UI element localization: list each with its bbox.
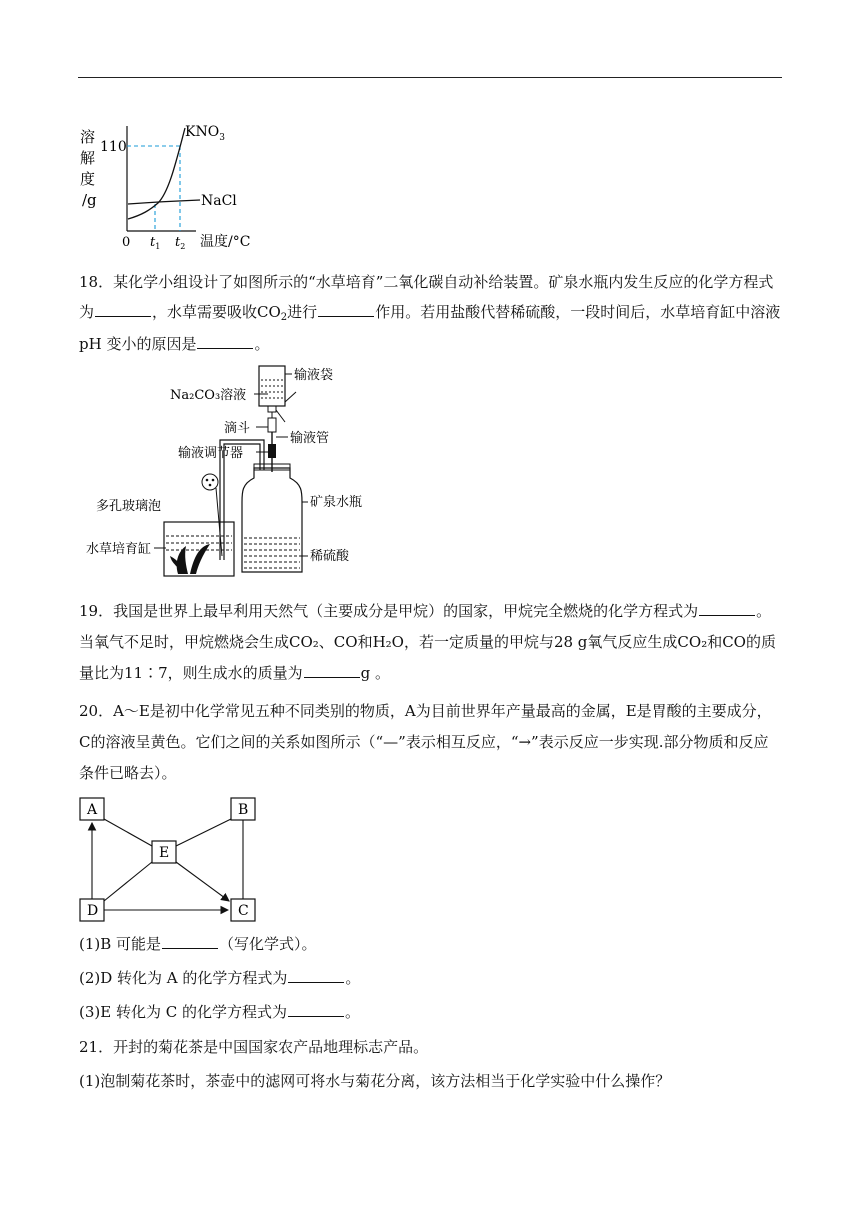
- q18-line2-d: 作用。若用盐酸代替稀硫酸，一段时间后，水草培育缸中溶液: [375, 303, 781, 321]
- q18-sub: 2: [280, 312, 288, 323]
- node-a: A: [87, 802, 98, 818]
- answer-blank: [318, 302, 374, 317]
- q18-line3: [79, 334, 269, 354]
- q19-line1-b: 。: [756, 602, 772, 620]
- y-tick-110: 110: [100, 139, 127, 155]
- q20-sub2-b: 。: [345, 969, 361, 987]
- q18-line2-c: 进行: [287, 303, 318, 321]
- q20-line1: 20．A～E是初中化学常见五种不同类别的物质，A为目前世界年产量最高的金属，E是胃酸的主要成分，: [79, 702, 772, 720]
- x-axis-label: 温度/°C: [200, 234, 251, 250]
- t2-label: $t_2$: [175, 235, 186, 251]
- q20-line2: C的溶液呈黄色。它们之间的关系如图所示（“—”表示相互反应，“→”表示反应一步实现.部分物质和反应: [79, 733, 769, 751]
- nacl-curve: [128, 200, 200, 204]
- answer-blank: [304, 663, 360, 678]
- q20-sub1-b: （写化学式）。: [219, 935, 317, 953]
- label-tube: 输液管: [290, 431, 330, 446]
- answer-blank: [95, 302, 151, 317]
- label-regulator: 输液调节器: [178, 446, 244, 461]
- y-label-char-2: 解: [80, 149, 96, 167]
- kno3-curve: [128, 128, 185, 219]
- header-rule: [78, 77, 782, 78]
- node-b: B: [238, 802, 249, 818]
- label-bubble: 多孔玻璃泡: [96, 499, 162, 514]
- q18-line2-b: ，水草需要吸收CO: [152, 303, 281, 321]
- porous-glass-bubble: [202, 474, 218, 490]
- label-iv-bag: 输液袋: [294, 368, 334, 383]
- solubility-chart: [76, 118, 276, 253]
- answer-blank: [197, 334, 253, 349]
- q19-line2: 当氧气不足时，甲烷燃烧会生成CO₂、CO和H₂O，若一定质量的甲烷与28 g氧气反应生成CO₂和CO的质: [79, 633, 776, 651]
- drip-chamber: [268, 418, 276, 432]
- edge-b-e: [176, 819, 231, 846]
- q21-line1: 21．开封的菊花茶是中国国家农产品地理标志产品。: [79, 1038, 429, 1056]
- y-label-char-3: 度: [80, 170, 96, 188]
- edge-a-e: [104, 819, 152, 846]
- node-c: C: [238, 903, 249, 919]
- answer-blank: [162, 934, 218, 949]
- co2-apparatus-diagram: [82, 360, 362, 585]
- q19-line3: [79, 663, 390, 683]
- answer-blank: [699, 601, 755, 616]
- y-label-char-4: /g: [82, 191, 97, 209]
- q20-line3: 条件已略去）。: [79, 764, 177, 782]
- q18-line2: [79, 302, 780, 328]
- label-acid: 稀硫酸: [310, 549, 350, 564]
- q20-sub3-b: 。: [344, 1003, 360, 1021]
- relation-diagram: [76, 795, 262, 927]
- q19-line1-a: 19．我国是世界上最早利用天然气（主要成分是甲烷）的国家，甲烷完全燃烧的化学方程式为: [79, 602, 699, 620]
- q18-line1: 18．某化学小组设计了如图所示的“水草培育”二氧化碳自动补给装置。矿泉水瓶内发生反应的化学方程式: [79, 273, 774, 291]
- q19-line3-a: 量比为11∶7，则生成水的质量为: [79, 664, 303, 682]
- edge-d-e: [104, 862, 152, 901]
- label-drip: 滴斗: [224, 421, 251, 436]
- kno3-label: $KNO_3$: [185, 124, 225, 143]
- label-bottle: 矿泉水瓶: [310, 495, 362, 510]
- q20-sub1: [79, 934, 317, 954]
- label-tank: 水草培育缸: [86, 542, 152, 557]
- q20-sub3-a: (3)E 转化为 C 的化学方程式为: [79, 1003, 287, 1021]
- label-na2co3: Na₂CO₃溶液: [170, 388, 247, 403]
- q20-sub2: [79, 968, 360, 988]
- arrow-e-c: [176, 862, 229, 901]
- q19-line3-b: g 。: [360, 664, 391, 682]
- q18-line3-a: pH 变小的原因是: [79, 335, 197, 353]
- answer-blank: [288, 1002, 344, 1017]
- answer-blank: [288, 968, 344, 983]
- q19-line1: [79, 601, 771, 621]
- q20-sub2-a: (2)D 转化为 A 的化学方程式为: [79, 969, 288, 987]
- q18-line2-a: 为: [79, 303, 95, 321]
- nacl-label: NaCl: [201, 193, 237, 209]
- water-plant: [170, 544, 210, 574]
- y-label-char-1: 溶: [80, 128, 96, 146]
- q20-sub3: [79, 1002, 360, 1022]
- q20-sub1-a: (1)B 可能是: [79, 935, 162, 953]
- node-e: E: [159, 845, 170, 861]
- origin-label: 0: [122, 235, 131, 250]
- t1-label: $t_1$: [150, 235, 161, 251]
- q18-line3-b: 。: [254, 335, 270, 353]
- q21-sub1: (1)泡制菊花茶时，茶壶中的滤网可将水与菊花分离，该方法相当于化学实验中什么操作？: [79, 1072, 671, 1090]
- node-d: D: [87, 903, 99, 919]
